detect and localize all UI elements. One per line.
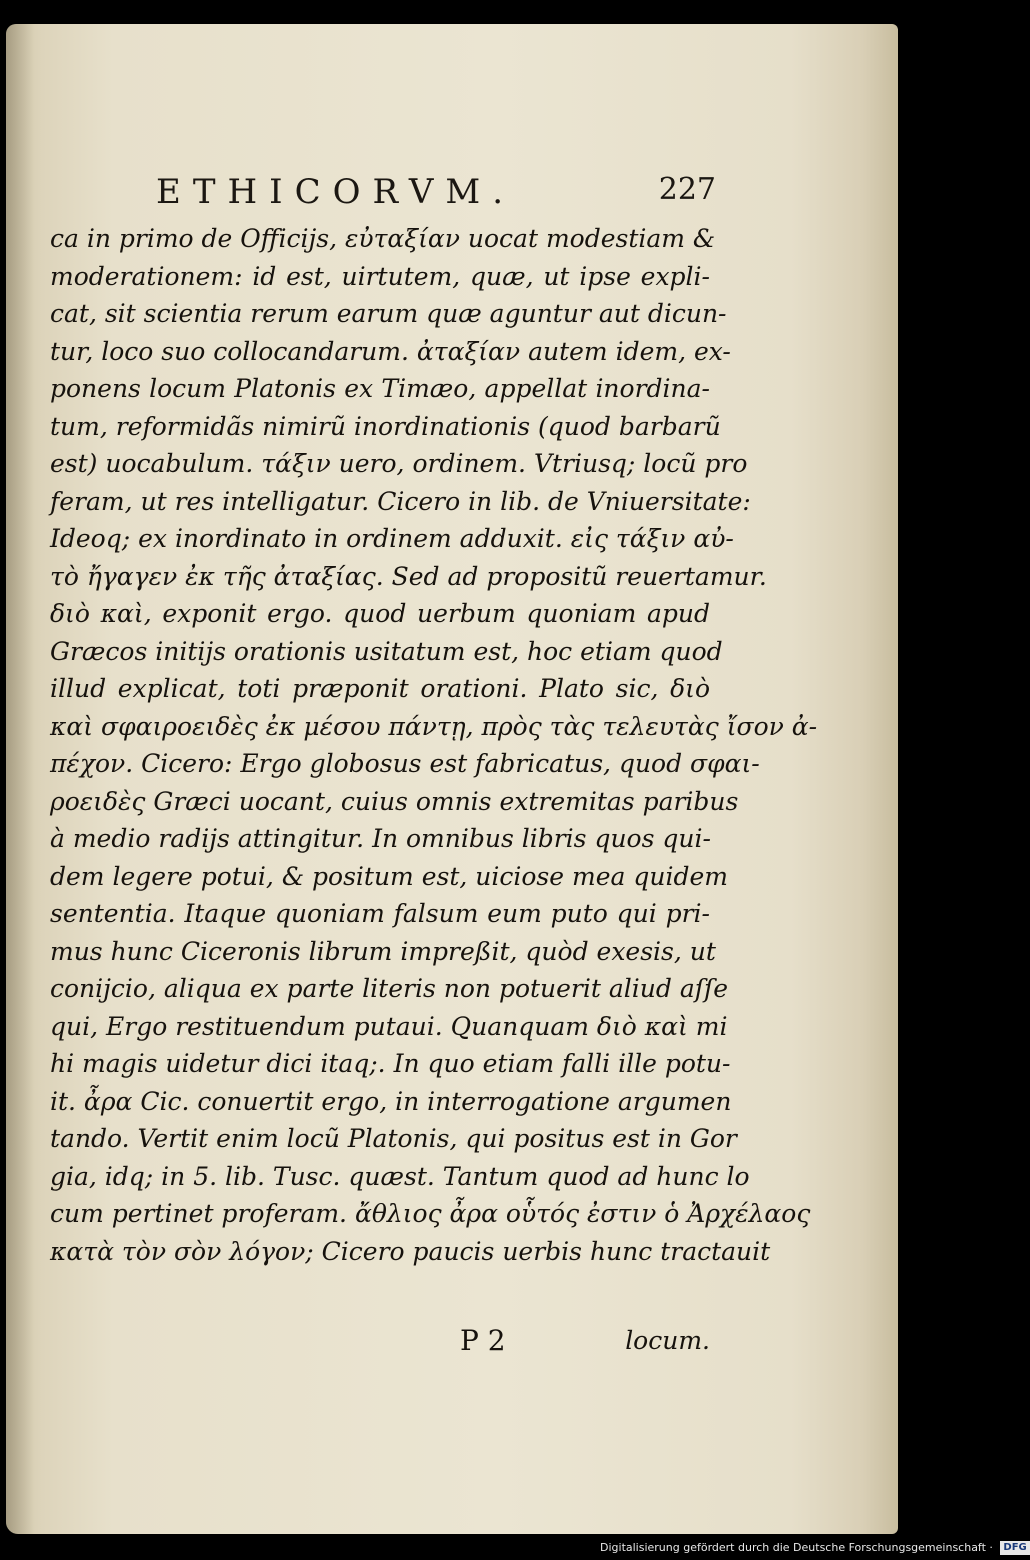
text-line: cat, sit scientia rerum earum quæ aguntur aut dicun- [50,299,727,328]
text-line: illud explicat, toti præponit orationi. Plato sic, διὸ [50,674,710,703]
text-line: διὸ καὶ, exponit ergo. quod uerbum quoniam apud [50,599,710,628]
text-line: à medio radijs attingitur. In omnibus libris quos qui- [50,824,711,853]
catchword: locum. [625,1326,710,1355]
text-line: mus hunc Ciceronis librum impreßit, quòd exesis, ut [50,936,716,966]
text-block [50,220,818,1270]
text-line: sententia. Itaque quoniam falsum eum puto qui pri- [50,899,710,928]
text-line: tum, reformidãs nimirũ inordinationis (quod barbarũ [50,411,721,441]
text-line: κατὰ τὸν σὸν λόγον; Cicero paucis uerbis hunc tractauit [50,1236,771,1266]
dfg-logo: DFG [1000,1541,1029,1555]
text-line: gia, idq; in 5. lib. Tusc. quæst. Tantum quod ad hunc lo [50,1161,750,1191]
text-line: καὶ σφαιροειδὲς ἐκ μέσου πάντῃ, πρὸς τὰς τελευτὰς ἴσον ἀ- [50,711,818,741]
text-line: est) uocabulum. τάξιν uero, ordinem. Vtriusq; locũ pro [50,449,748,478]
text-line: feram, ut res intelligatur. Cicero in lib. de Vniuersitate: [50,486,751,516]
text-line: ροειδὲς Græci uocant, cuius omnis extremitas paribus [50,786,739,816]
text-line: conijcio, aliqua ex parte literis non potuerit aliud aſſe [50,974,729,1003]
text-line: πέχον. Cicero: Ergo globosus est fabricatus, quod σφαι- [50,749,760,778]
book-page [6,24,898,1534]
text-line: it. ἆρα Cic. conuertit ergo, in interrogatione argumen [50,1086,732,1116]
text-line: tando. Vertit enim locũ Platonis, qui positus est in Gor [50,1124,737,1153]
text-line: qui, Ergo restituendum putaui. Quanquam διὸ καὶ mi [50,1011,728,1041]
text-line: dem legere potui, & positum est, uiciose mea quidem [50,861,728,891]
text-line: Græcos initijs orationis usitatum est, hoc etiam quod [50,636,723,666]
signature-mark: P 2 [460,1324,506,1357]
text-line: Ideoq; ex inordinato in ordinem adduxit. εἰς τάξιν αὐ- [50,524,734,553]
text-line: ca in primo de Officijs, εὐταξίαν uocat modestiam & [50,224,716,253]
running-title: ETHICORVM. [156,172,516,212]
attribution-bar [600,1538,1027,1558]
running-header [156,172,716,212]
text-line: moderationem: id est, uirtutem, quæ, ut ipse expli- [50,261,710,291]
text-line: ponens locum Platonis ex Timæo, appellat inordina- [50,374,710,403]
text-line: cum pertinet proferam. ἄθλιος ἆρα οὗτός ἐστιν ὁ Ἀρχέλαος [50,1199,811,1228]
text-line: hi magis uidetur dici itaq;. In quo etiam falli ille potu- [50,1049,731,1078]
page-number: 227 [658,172,716,207]
attribution-text: Digitalisierung gefördert durch die Deutsche Forschungsgemeinschaft · [600,1541,993,1554]
text-line: tur, loco suo collocandarum. ἀταξίαν autem idem, ex- [50,336,731,366]
page-footer [50,1324,710,1368]
text-line: τὸ ἤγαγεν ἐκ τῆς ἀταξίας. Sed ad propositũ reuertamur. [50,561,767,591]
